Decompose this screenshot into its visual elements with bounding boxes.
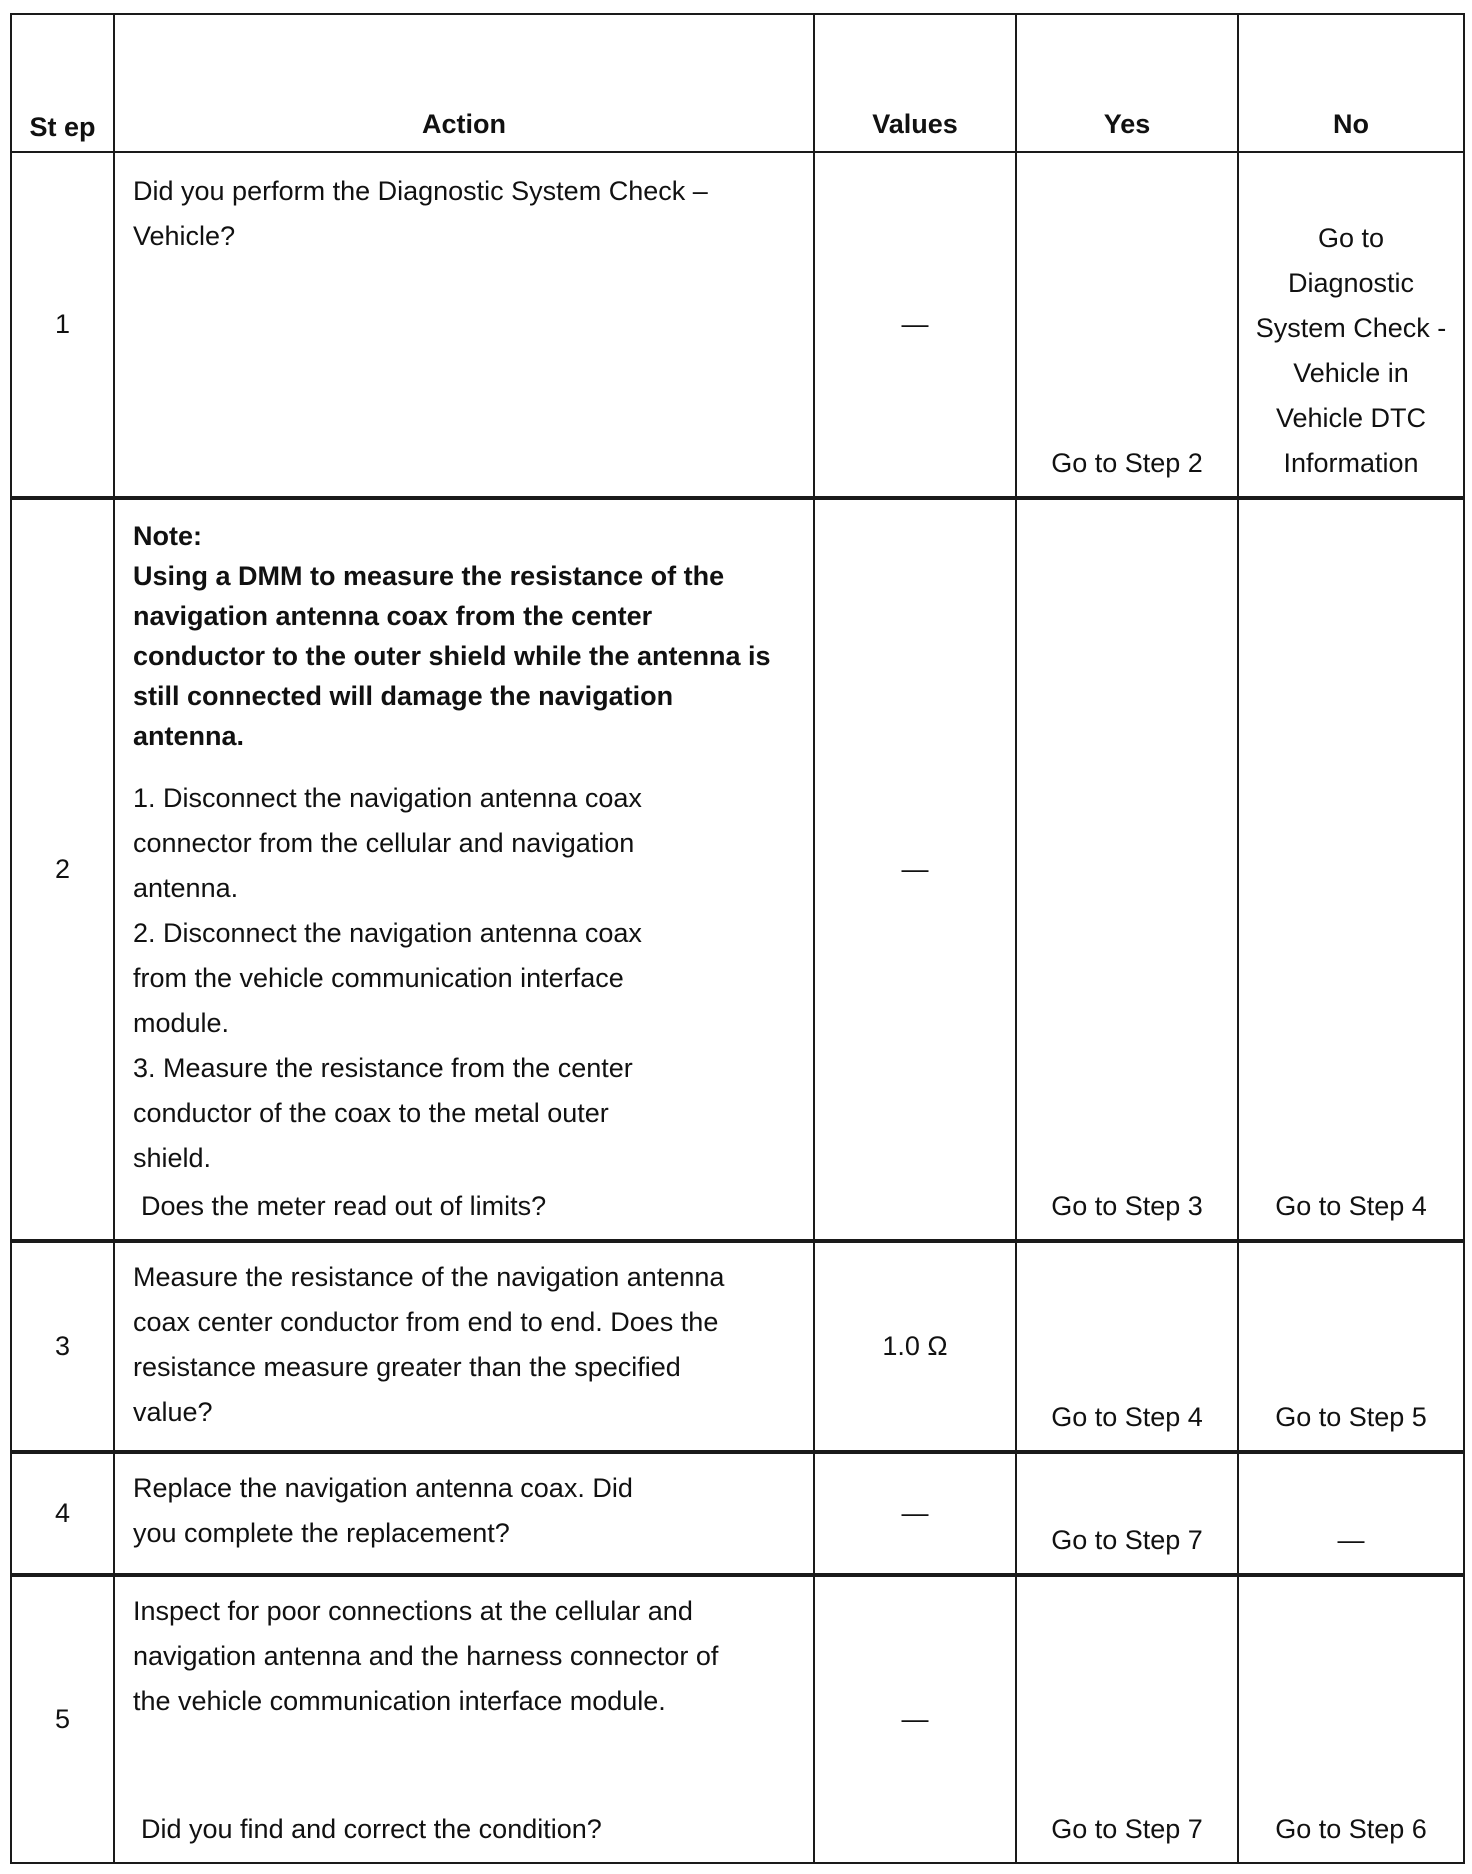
action-text: Measure the resistance of the navigation antenna coax center conductor from end to end. Does the resistance measure greater than the specified value? — [133, 1262, 725, 1427]
procedure-steps — [133, 776, 795, 1181]
no-cell: Go to Step 4 — [1238, 498, 1464, 1241]
header-values: Values — [814, 14, 1016, 152]
no-cell: Go to Step 6 — [1238, 1575, 1464, 1863]
yes-cell: Go to Step 7 — [1016, 1452, 1238, 1575]
action-cell — [114, 1575, 814, 1863]
header-action: Action — [114, 14, 814, 152]
note-text: Using a DMM to measure the resistance of the navigation antenna coax from the center conductor to the outer shield while the antenna is still connected will damage the navigation antenna. — [133, 561, 771, 751]
no-cell: — — [1238, 1452, 1464, 1575]
yes-cell: Go to Step 7 — [1016, 1575, 1238, 1863]
value-cell: — — [814, 1452, 1016, 1575]
action-cell — [114, 498, 814, 1241]
value-cell: 1.0 Ω — [814, 1241, 1016, 1452]
table-row — [11, 152, 1464, 498]
header-row — [11, 14, 1464, 152]
action-text: Did you perform the Diagnostic System Check – Vehicle? — [133, 176, 708, 251]
action-cell — [114, 1452, 814, 1575]
step-number: 2 — [11, 498, 114, 1241]
yes-cell: Go to Step 2 — [1016, 152, 1238, 498]
action-text: Inspect for poor connections at the cellular and navigation antenna and the harness connector of the vehicle communication interface module. — [133, 1596, 719, 1716]
action-cell — [114, 1241, 814, 1452]
step-number: 1 — [11, 152, 114, 498]
note-title: Note: — [133, 521, 202, 551]
header-yes: Yes — [1016, 14, 1238, 152]
step-number: 3 — [11, 1241, 114, 1452]
table-row — [11, 1452, 1464, 1575]
action-cell — [114, 152, 814, 498]
yes-cell: Go to Step 3 — [1016, 498, 1238, 1241]
no-cell: Go to Step 5 — [1238, 1241, 1464, 1452]
action-question: Did you find and correct the condition? — [141, 1814, 602, 1844]
value-cell: — — [814, 498, 1016, 1241]
no-cell: Go to Diagnostic System Check - Vehicle in Vehicle DTC Information — [1238, 152, 1464, 498]
header-no: No — [1238, 14, 1464, 152]
value-cell: — — [814, 152, 1016, 498]
procedure-step: 2. Disconnect the navigation antenna coax from the vehicle communication interface module. — [133, 918, 642, 1038]
procedure-step: 1. Disconnect the navigation antenna coax connector from the cellular and navigation antenna. — [133, 783, 642, 903]
table-row — [11, 498, 1464, 1241]
table-row — [11, 1241, 1464, 1452]
step-number: 4 — [11, 1452, 114, 1575]
action-text: Replace the navigation antenna coax. Did you complete the replacement? — [133, 1473, 633, 1548]
value-cell: — — [814, 1575, 1016, 1863]
procedure-step: 3. Measure the resistance from the center conductor of the coax to the metal outer shield. — [133, 1053, 633, 1173]
diagnostic-table — [10, 13, 1465, 1864]
action-question: Does the meter read out of limits? — [141, 1191, 547, 1221]
step-number: 5 — [11, 1575, 114, 1863]
header-step: St ep — [11, 14, 114, 152]
yes-cell: Go to Step 4 — [1016, 1241, 1238, 1452]
table-row — [11, 1575, 1464, 1863]
